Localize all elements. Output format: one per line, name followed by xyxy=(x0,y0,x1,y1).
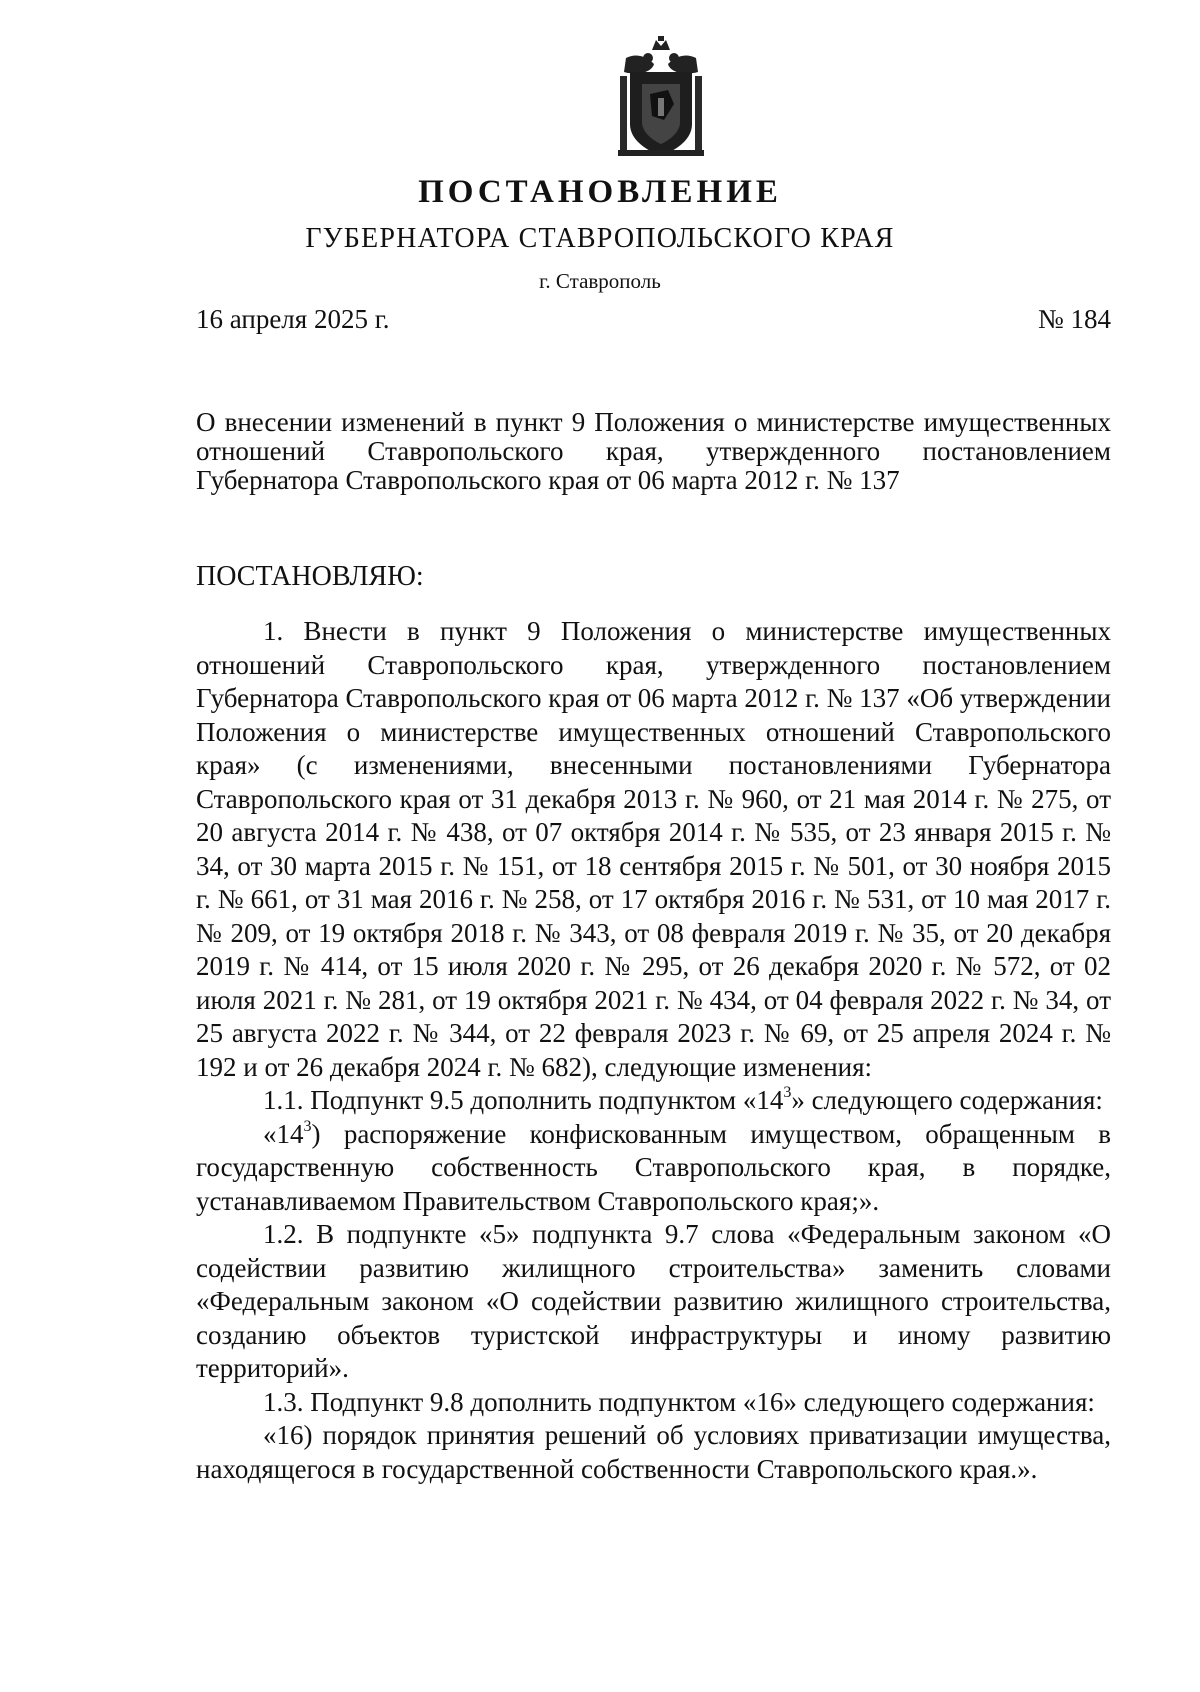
document-date: 16 апреля 2025 г. xyxy=(196,304,390,334)
superscript: 3 xyxy=(303,1117,312,1135)
superscript: 3 xyxy=(783,1084,792,1101)
document-title: ПОСТАНОВЛЕНИЕ xyxy=(418,174,782,210)
quote-start: «14 xyxy=(263,1118,304,1149)
paragraph-1: 1. Внести в пункт 9 Положения о министерстве имущественных отношений Ставропольского края, утвержденного постановлением Губернатора Ставропольского края от 06 марта 2012 г. № 137 «Об утверждении Положения о министерстве имущественных отношений Ставропольского края» (с изменениями, внесенными постановлениями Губернатора Ставропольского края от 31 декабря 2013 г. № 960, от 21 мая 2014 г. № 275, от 20 августа 2014 г. № 438, от 07 октября 2014 г. № 535, от 23 января 2015 г. № 34, от 30 марта 2015 г. № 151, от 18 сентября 2015 г. № 501, от 30 ноября 2015 г. № 661, от 31 мая 2016 г. № 258, от 17 октября 2016 г. № 531, от 10 мая 2017 г. № 209, от 19 октября 2018 г. № 343, от 08 февраля 2019 г. № 35, от 20 декабря 2019 г. № 414, от 15 июля 2020 г. № 295, от 26 декабря 2020 г. № 572, от 02 июля 2021 г. № 281, от 19 октября 2021 г. № 434, от 04 февраля 2022 г. № 34, от 25 августа 2022 г. № 344, от 22 февраля 2023 г. № 69, от 25 апреля 2024 г. № 192 и от 26 декабря 2024 г. № 682), следующие изменения: xyxy=(196,616,1112,1082)
document-body xyxy=(196,615,1111,1486)
paragraph-1-1-quote xyxy=(196,1118,1111,1219)
paragraph-1-1-text-end: » следующего содержания: xyxy=(791,1085,1103,1115)
document-subject: О внесении изменений в пункт 9 Положения о министерстве имущественных отношений Ставропольского края, утвержденного постановлением Губернатора Ставропольского края от 06 марта 2012 г. № 137 xyxy=(196,407,1111,495)
city-name: г. Ставрополь xyxy=(539,269,661,293)
paragraph-1-1-text: 1.1. Подпункт 9.5 дополнить подпунктом «14 xyxy=(263,1085,784,1115)
document-number: № 184 xyxy=(1037,304,1111,334)
paragraph-1-3-quote: «16) порядок принятия решений об условиях приватизации имущества, находящегося в государственной собственности Ставропольского края.». xyxy=(196,1420,1111,1484)
coat-of-arms-icon xyxy=(618,36,704,160)
paragraph-1-3: 1.3. Подпункт 9.8 дополнить подпунктом «16» следующего содержания: xyxy=(263,1386,1095,1417)
issuer-title: ГУБЕРНАТОРА СТАВРОПОЛЬСКОГО КРАЯ xyxy=(305,223,895,254)
decree-heading: ПОСТАНОВЛЯЮ: xyxy=(196,561,424,592)
quote-text: ) распоряжение конфискованным имуществом, обращенным в государственную собственность Ставропольского края, в порядке, устанавливаемом Правительством Ставропольского края;». xyxy=(196,1118,1111,1216)
paragraph-1-1 xyxy=(196,1084,1111,1118)
paragraph-1-2: 1.2. В подпункте «5» подпункта 9.7 слова «Федеральным законом «О содействии развитию жилищного строительства» заменить словами «Федеральным законом «О содействии развитию жилищного строительства, созданию объектов туристской инфраструктуры и иному развитию территорий». xyxy=(196,1219,1111,1383)
